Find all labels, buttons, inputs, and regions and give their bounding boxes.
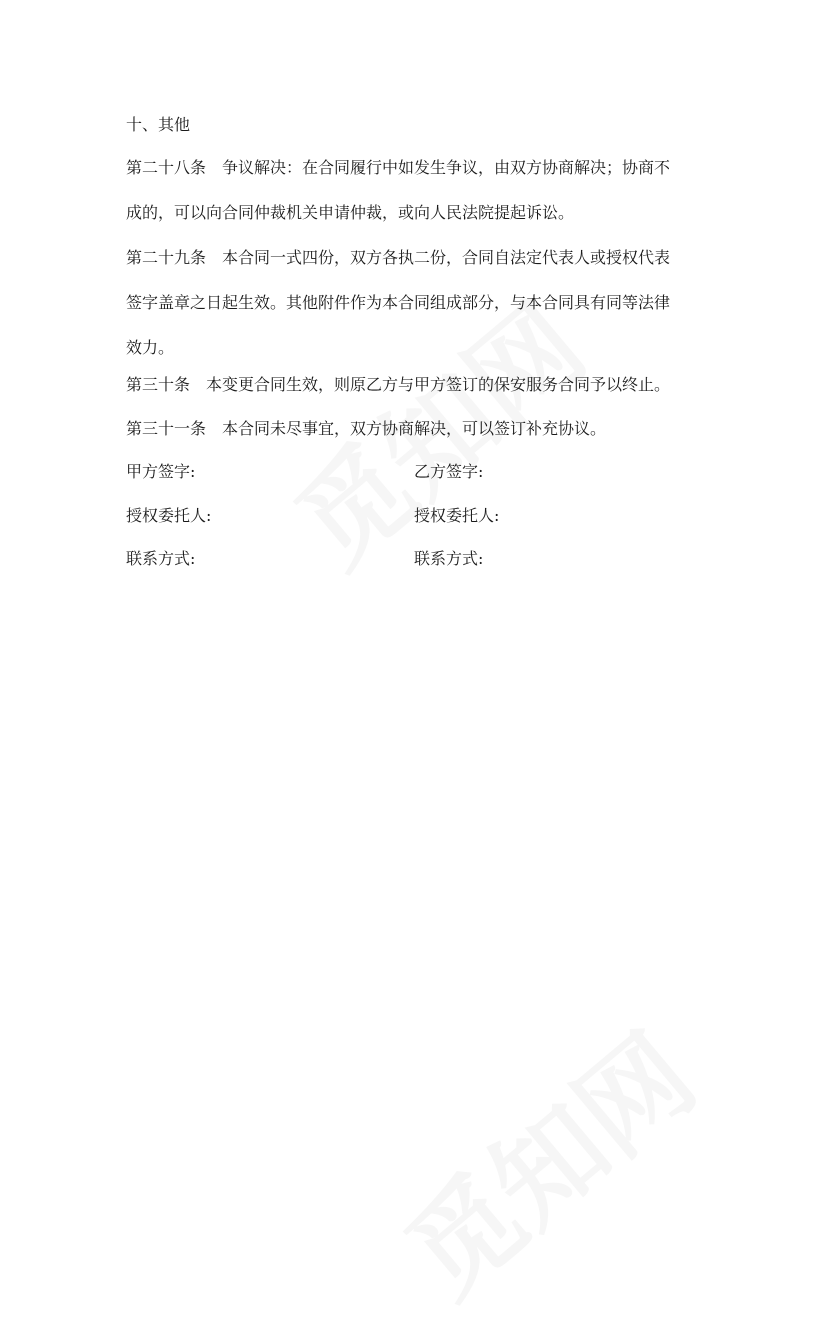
agent-row [126,493,706,538]
article-line: 签字盖章之日起生效。其他附件作为本合同组成部分，与本合同具有同等法律 [126,293,671,312]
signature-row [126,449,706,494]
article-30 [126,362,706,407]
article-31 [126,406,706,451]
article-29 [126,235,706,370]
party-b-signature-label: 乙方签字: [414,462,484,481]
article-line: 成的，可以向合同仲裁机关申请仲裁，或向人民法院提起诉讼。 [126,203,575,222]
party-a-agent-label: 授权委托人: [126,506,212,525]
article-28 [126,145,706,235]
party-b-agent-label: 授权委托人: [414,506,500,525]
article-line: 第二十九条 本合同一式四份，双方各执二份，合同自法定代表人或授权代表 [126,248,671,267]
party-b-contact-label: 联系方式: [414,549,484,568]
article-line: 第二十八条 争议解决：在合同履行中如发生争议，由双方协商解决；协商不 [126,158,671,177]
party-a-signature-label: 甲方签字: [126,462,196,481]
article-line: 第三十条 本变更合同生效，则原乙方与甲方签订的保安服务合同予以终止。 [126,375,671,394]
contact-row [126,536,706,581]
watermark [368,992,722,1325]
article-line: 效力。 [126,338,175,357]
party-a-contact-label: 联系方式: [126,549,196,568]
section-title: 十、其他 [126,115,191,134]
article-line: 第三十一条 本合同未尽事宜，双方协商解决，可以签订补充协议。 [126,419,607,438]
